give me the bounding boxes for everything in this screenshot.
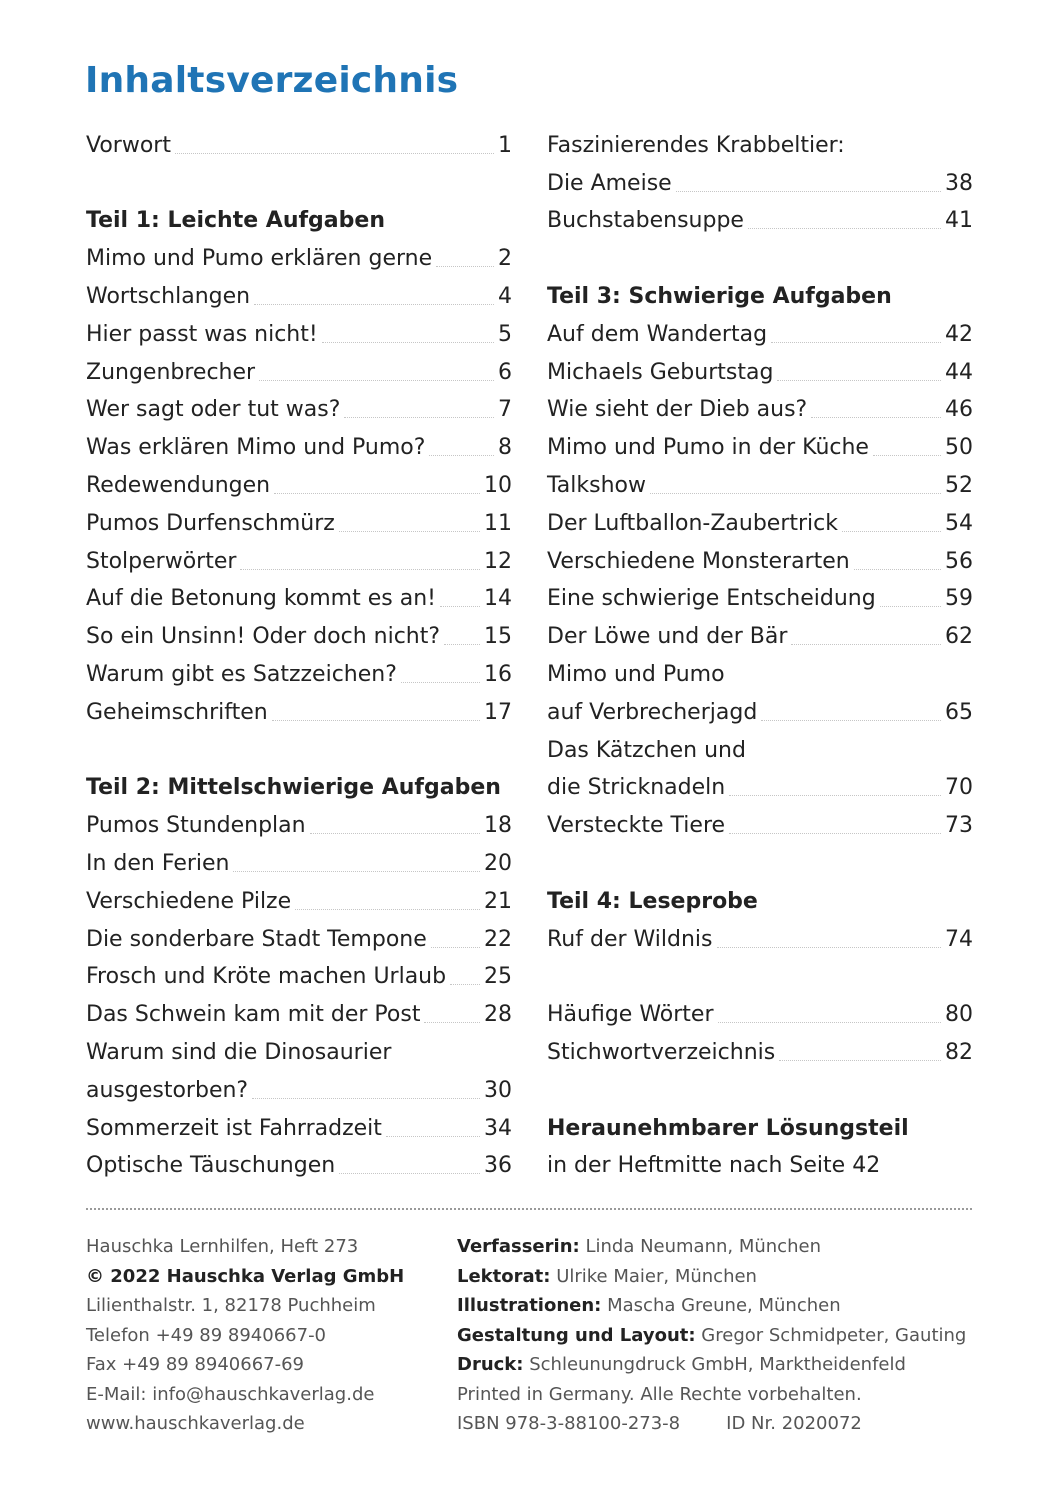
page-number: 4 [498,283,512,309]
toc-entry [547,464,973,502]
toc-entry [547,502,973,540]
imprint-address: Lilienthalstr. 1, 82178 Puchheim [86,1295,376,1316]
dot-leader [650,493,941,494]
dot-leader [729,795,941,796]
dot-leader [254,304,494,305]
credit-layout [457,1321,966,1351]
credit-illustration-label: Illustrationen: [457,1295,602,1316]
credit-author [457,1232,966,1262]
section-title: Teil 2: Mittelschwierige Aufgaben [86,775,501,801]
page-number: 5 [498,321,512,347]
toc-entry [86,351,512,389]
toc-entry [547,1031,973,1069]
page-number: 56 [945,548,973,574]
entry-title: Pumos Durfenschmürz [86,510,335,536]
toc-entry [547,993,973,1031]
credit-print [457,1350,966,1380]
toc-entry [86,313,512,351]
credit-illustration [457,1291,966,1321]
page-number: 59 [945,586,973,612]
dot-leader [880,606,941,607]
page-number: 30 [484,1077,512,1103]
entry-title: Redewendungen [86,472,271,498]
entry-title: Der Löwe und der Bär [547,624,788,650]
dot-leader [777,380,941,381]
section-title: Heraunehmbarer Lösungsteil [547,1115,909,1141]
page-number: 80 [945,1002,973,1028]
page-number: 11 [484,510,512,536]
dot-leader [240,569,480,570]
credit-rights: Printed in Germany. Alle Rechte vorbehalten. [457,1383,862,1405]
entry-title: Pumos Stundenplan [86,813,306,839]
toc-entry [86,615,512,653]
dot-leader [729,833,941,834]
credit-print-value: Schleunungdruck GmbH, Marktheidenfeld [529,1354,906,1375]
toc-entry [547,691,973,729]
toc-entry [86,464,512,502]
credit-layout-value: Gregor Schmidpeter, Gauting [701,1324,967,1346]
entry-title: Auf die Betonung kommt es an! [86,586,436,612]
page-number: 70 [945,775,973,801]
page-number: 12 [484,548,512,574]
entry-title: Häufige Wörter [547,1002,714,1028]
entry-title: Faszinierendes Krabbeltier: [547,132,845,158]
toc-entry [86,691,512,729]
page-number: 16 [484,661,512,687]
page-number: 14 [484,586,512,612]
page-number: 15 [484,624,512,650]
toc-entry [547,200,973,238]
toc-entry [547,578,973,616]
toc-entry [86,653,512,691]
entry-title: in der Heftmitte nach Seite 42 [547,1153,881,1179]
toc-entry [547,729,973,767]
toc-entry [86,1107,512,1145]
toc-entry [547,389,973,427]
dot-leader [779,1060,941,1061]
page-number: 1 [498,132,512,158]
dot-leader [429,455,494,456]
toc-entry [547,1145,973,1183]
entry-title: Warum gibt es Satzzeichen? [86,661,397,687]
page-number: 46 [945,397,973,423]
imprint-series: Hauschka Lernhilfen, Heft 273 [86,1236,359,1257]
entry-title: In den Ferien [86,850,230,876]
page-number: 18 [484,813,512,839]
entry-title: Geheimschriften [86,699,268,725]
dot-leader [272,720,480,721]
imprint-credits [457,1232,966,1439]
page-number: 62 [945,624,973,650]
toc-section-heading [547,275,973,313]
toc-entry [547,162,973,200]
toc-spacer [86,162,512,200]
dot-leader [386,1136,480,1137]
dot-leader [259,380,494,381]
page-number: 34 [484,1115,512,1141]
entry-title: Michaels Geburtstag [547,359,774,385]
page-number: 36 [484,1153,512,1179]
imprint-publisher [86,1232,404,1439]
credit-id: ID Nr. 2020072 [726,1413,862,1434]
toc-entry [547,313,973,351]
toc-entry [86,1069,512,1107]
toc-section-heading [86,767,512,805]
dot-leader [811,417,941,418]
page-number: 54 [945,510,973,536]
toc-entry [547,615,973,653]
page-number: 42 [945,321,973,347]
toc-entry [86,426,512,464]
dot-leader [748,228,941,229]
credit-layout-label: Gestaltung und Layout: [457,1324,696,1346]
section-title: Teil 3: Schwierige Aufgaben [547,283,892,309]
toc-entry [86,880,512,918]
page-number: 20 [484,850,512,876]
entry-title: Talkshow [547,472,646,498]
credit-illustration-value: Mascha Greune, München [607,1295,841,1316]
page-number: 17 [484,699,512,725]
dot-leader [401,682,480,683]
entry-title: So ein Unsinn! Oder doch nicht? [86,624,441,650]
toc-entry [86,540,512,578]
page-number: 74 [945,926,973,952]
dot-leader [771,342,941,343]
entry-title: Das Schwein kam mit der Post [86,1002,421,1028]
entry-title: auf Verbrecherjagd [547,699,758,725]
entry-title: Optische Täuschungen [86,1153,336,1179]
entry-title: Der Luftballon-Zaubertrick [547,510,838,536]
toc-spacer [547,237,973,275]
toc-entry [547,124,973,162]
credit-editor-value: Ulrike Maier, München [556,1265,757,1287]
dot-leader [322,342,494,343]
dot-leader [791,644,941,645]
dot-leader [440,606,480,607]
entry-title: ausgestorben? [86,1077,249,1103]
credit-print-label: Druck: [457,1354,524,1375]
dot-leader [344,417,494,418]
page-number: 38 [945,170,973,196]
dot-leader [175,153,494,154]
dot-leader [339,531,480,532]
entry-title: Ruf der Wildnis [547,926,713,952]
credit-author-label: Verfasserin: [457,1236,580,1257]
section-title: Teil 4: Leseprobe [547,888,758,914]
toc-entry [86,124,512,162]
entry-title: Die Ameise [547,170,672,196]
entry-title: Vorwort [86,132,171,158]
toc-section-heading [547,880,973,918]
imprint-copyright: © 2022 Hauschka Verlag GmbH [86,1265,405,1287]
dot-leader [676,191,941,192]
toc-entry [86,1031,512,1069]
entry-title: Stichwortverzeichnis [547,1039,776,1065]
toc-right-column [547,124,973,1182]
dot-leader [842,531,941,532]
page-title: Inhaltsverzeichnis [85,60,459,101]
page-number: 73 [945,813,973,839]
dot-leader [444,644,480,645]
toc-entry [86,956,512,994]
dot-leader [431,947,480,948]
toc-entry [86,918,512,956]
page-number: 6 [498,359,512,385]
toc-entry [547,351,973,389]
page-number: 50 [945,435,973,461]
entry-title: Das Kätzchen und [547,737,746,763]
credit-editor [457,1262,966,1292]
imprint-website[interactable]: www.hauschkaverlag.de [86,1413,305,1434]
credit-author-value: Linda Neumann, München [585,1236,821,1257]
toc-entry [86,804,512,842]
credit-isbn-row [457,1409,966,1439]
imprint-divider [86,1208,972,1210]
toc-entry [86,842,512,880]
entry-title: Was erklären Mimo und Pumo? [86,435,426,461]
dot-leader [450,984,480,985]
toc-entry [547,540,973,578]
entry-title: Wie sieht der Dieb aus? [547,397,808,423]
dot-leader [718,1022,942,1023]
imprint-fax: Fax +49 89 8940667-69 [86,1354,305,1375]
toc-entry [86,578,512,616]
credit-isbn: ISBN 978-3-88100-273-8 [457,1413,681,1434]
toc-entry [86,993,512,1031]
page-number: 25 [484,964,512,990]
toc-left-column [86,124,512,1182]
entry-title: Wer sagt oder tut was? [86,397,341,423]
entry-title: Auf dem Wandertag [547,321,768,347]
toc-entry [547,804,973,842]
page-number: 7 [498,397,512,423]
dot-leader [854,569,941,570]
toc-entry [86,237,512,275]
dot-leader [424,1022,480,1023]
page-number: 82 [945,1039,973,1065]
dot-leader [761,720,941,721]
entry-title: Sommerzeit ist Fahrradzeit [86,1115,382,1141]
toc-entry [547,918,973,956]
entry-title: Zungenbrecher [86,359,256,385]
dot-leader [252,1098,480,1099]
dot-leader [873,455,941,456]
dot-leader [310,833,480,834]
entry-title: Die sonderbare Stadt Tempone [86,926,427,952]
entry-title: Stolperwörter [86,548,237,574]
page-number: 21 [484,888,512,914]
toc-section-heading [547,1107,973,1145]
entry-title: Frosch und Kröte machen Urlaub [86,964,447,990]
page-number: 2 [498,246,512,272]
entry-title: Buchstabensuppe [547,208,744,234]
page-number: 22 [484,926,512,952]
toc-entry [86,275,512,313]
entry-title: Mimo und Pumo in der Küche [547,435,869,461]
page-number: 65 [945,699,973,725]
page-number: 10 [484,472,512,498]
toc-entry [547,767,973,805]
page-number: 28 [484,1002,512,1028]
dot-leader [295,909,480,910]
entry-title: Mimo und Pumo erklären gerne [86,246,433,272]
toc-entry [86,502,512,540]
dot-leader [233,871,480,872]
entry-title: die Stricknadeln [547,775,726,801]
dot-leader [436,266,494,267]
entry-title: Verschiedene Pilze [86,888,292,914]
toc-spacer [547,956,973,994]
toc-entry [547,426,973,464]
toc-entry [547,653,973,691]
entry-title: Hier passt was nicht! [86,321,318,347]
entry-title: Versteckte Tiere [547,813,726,839]
imprint-email[interactable]: E-Mail: info@hauschkaverlag.de [86,1383,375,1405]
section-title: Teil 1: Leichte Aufgaben [86,208,385,234]
toc-spacer [547,842,973,880]
imprint-phone: Telefon +49 89 8940667-0 [86,1324,327,1346]
dot-leader [274,493,480,494]
entry-title: Eine schwierige Entscheidung [547,586,876,612]
entry-title: Verschiedene Monsterarten [547,548,850,574]
entry-title: Wortschlangen [86,283,251,309]
toc-entry [86,1145,512,1183]
toc-entry [86,389,512,427]
page-number: 44 [945,359,973,385]
toc-section-heading [86,200,512,238]
page-number: 52 [945,472,973,498]
entry-title: Mimo und Pumo [547,661,725,687]
page-number: 41 [945,208,973,234]
page-number: 8 [498,435,512,461]
dot-leader [717,947,942,948]
toc-spacer [547,1069,973,1107]
dot-leader [339,1173,480,1174]
toc-spacer [86,729,512,767]
credit-editor-label: Lektorat: [457,1265,551,1287]
entry-title: Warum sind die Dinosaurier [86,1039,392,1065]
